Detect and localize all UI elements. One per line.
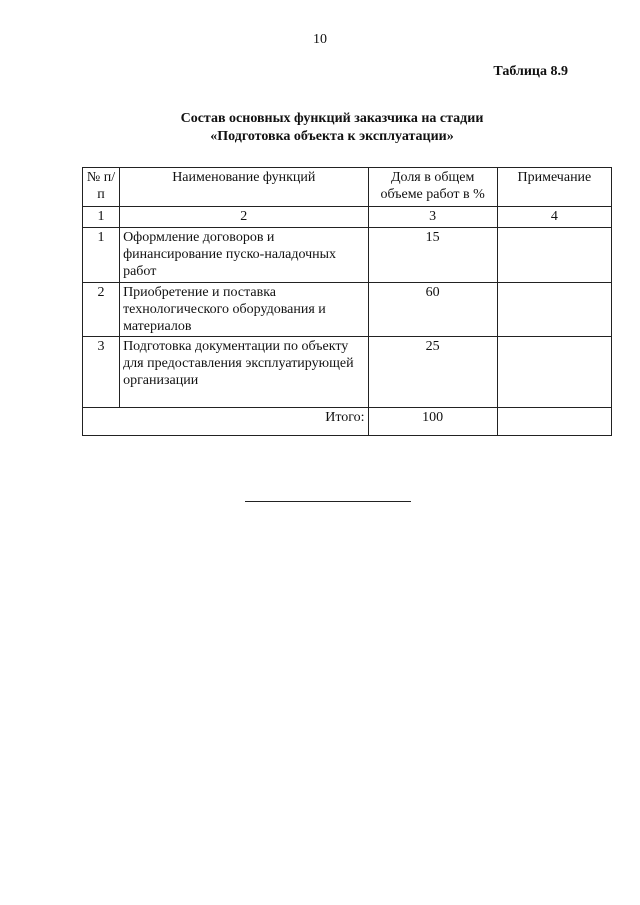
row-note: [497, 228, 611, 283]
total-value: 100: [368, 408, 497, 436]
total-label: Итого:: [83, 408, 369, 436]
header-row: [83, 168, 612, 207]
row-share: 25: [368, 337, 497, 408]
column-index-1: 1: [83, 207, 120, 228]
row-number: 1: [83, 228, 120, 283]
table-row: [83, 337, 612, 408]
page-number: 10: [313, 32, 327, 47]
row-share: 15: [368, 228, 497, 283]
total-note: [497, 408, 611, 436]
separator-line: [245, 501, 411, 502]
row-note: [497, 283, 611, 337]
functions-table: [82, 167, 612, 436]
header-note: Примечание: [497, 168, 611, 207]
header-number: № п/п: [83, 168, 120, 207]
row-function-name: Приобретение и поставка технологического оборудования и материалов: [120, 283, 368, 337]
title-line-1: Состав основных функций заказчика на стадии: [180, 111, 484, 126]
row-function-name: Подготовка документации по объекту для предоставления эксплуатирующей организации: [120, 337, 368, 408]
total-row: [83, 408, 612, 436]
table-label: Таблица 8.9: [493, 64, 568, 79]
title-line-2: «Подготовка объекта к эксплуатации»: [210, 129, 454, 144]
column-index-3: 3: [368, 207, 497, 228]
header-share: Доля в общем объеме работ в %: [368, 168, 497, 207]
header-function-name: Наименование функций: [120, 168, 368, 207]
column-index-4: 4: [497, 207, 611, 228]
table-row: [83, 283, 612, 337]
column-index-2: 2: [120, 207, 368, 228]
row-function-name: Оформление договоров и финансирование пуско-наладочных работ: [120, 228, 368, 283]
row-number: 2: [83, 283, 120, 337]
row-note: [497, 337, 611, 408]
table-row: [83, 228, 612, 283]
column-index-row: [83, 207, 612, 228]
document-title: [0, 110, 640, 146]
row-number: 3: [83, 337, 120, 408]
row-share: 60: [368, 283, 497, 337]
